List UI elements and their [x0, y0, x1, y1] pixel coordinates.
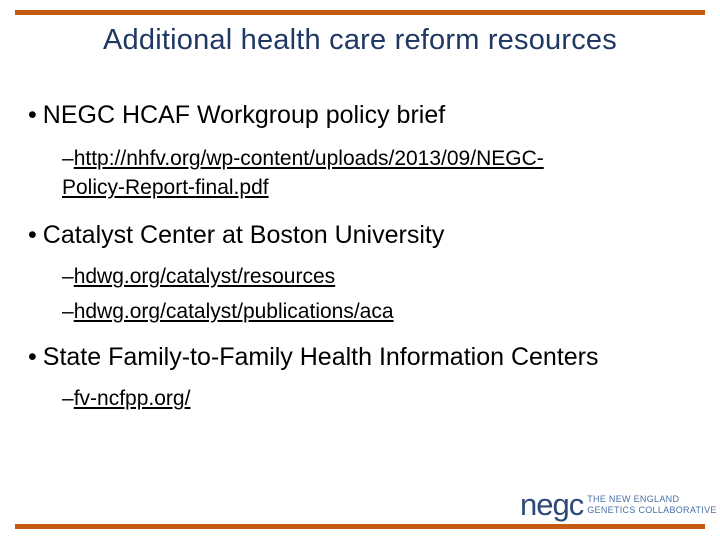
negc-report-link[interactable]: http://nhfv.org/wp-content/uploads/2013/09/NEGC- — [73, 147, 544, 170]
bullet-text: State Family-to-Family Health Information Centers — [42, 343, 599, 371]
negc-report-link-cont[interactable]: Policy-Report-final.pdf — [62, 176, 269, 199]
logo-mark: negc — [520, 487, 584, 522]
logo-tagline-line1: THE NEW ENGLAND — [587, 494, 680, 504]
sub-item-fv-ncfpp — [62, 384, 708, 413]
logo-tagline — [587, 494, 716, 516]
slide-title: Additional health care reform resources — [103, 24, 617, 56]
sub-item-catalyst-publications — [62, 297, 708, 326]
sub-item-negc-link — [62, 144, 708, 202]
sub-item-catalyst-resources — [62, 262, 708, 291]
top-rule — [15, 10, 705, 15]
sub-dash: – — [62, 265, 74, 288]
catalyst-publications-link[interactable]: hdwg.org/catalyst/publications/aca — [73, 300, 394, 323]
sub-dash: – — [62, 387, 74, 410]
bullet-text: NEGC HCAF Workgroup policy brief — [42, 101, 446, 129]
bullet-f2f-centers — [28, 340, 708, 374]
bullet-text: Catalyst Center at Boston University — [42, 221, 445, 249]
bullet-catalyst-center — [28, 218, 708, 252]
negc-logo — [520, 488, 717, 522]
bullet-negc-brief — [28, 98, 708, 132]
catalyst-resources-link[interactable]: hdwg.org/catalyst/resources — [73, 265, 336, 288]
bullet-dot: • — [28, 343, 37, 371]
fv-ncfpp-link[interactable]: fv-ncfpp.org/ — [73, 387, 191, 410]
sub-dash: – — [62, 147, 74, 170]
bottom-rule — [15, 524, 705, 529]
logo-tagline-line2: GENETICS COLLABORATIVE — [587, 505, 717, 515]
bullet-dot: • — [28, 101, 37, 129]
sub-dash: – — [62, 300, 74, 323]
slide-content — [28, 98, 708, 413]
bullet-dot: • — [28, 221, 37, 249]
